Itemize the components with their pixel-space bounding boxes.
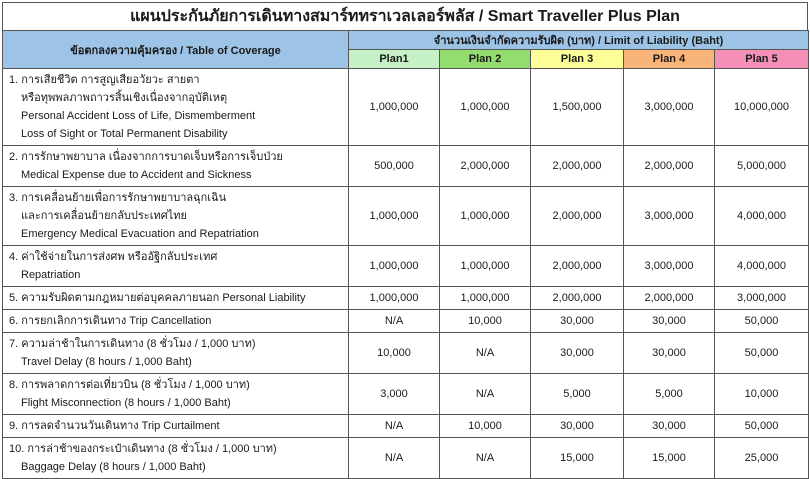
limit-value-plan-1: 1,000,000 [349, 187, 440, 246]
coverage-line: 9. การลดจำนวนวันเดินทาง Trip Curtailment [9, 420, 220, 432]
limit-column-header: จำนวนเงินจำกัดความรับผิด (บาท) / Limit of Liability (Baht) [349, 31, 809, 50]
limit-value-plan-4: 2,000,000 [624, 146, 715, 187]
coverage-line: 1. การเสียชีวิต การสูญเสียอวัยวะ สายตา [9, 74, 200, 86]
limit-value-plan-4: 30,000 [624, 310, 715, 333]
limit-value-plan-1: 1,000,000 [349, 69, 440, 146]
plan-header-1: Plan1 [349, 50, 440, 69]
coverage-description [3, 69, 349, 146]
coverage-description [3, 246, 349, 287]
coverage-description [3, 187, 349, 246]
coverage-rows [3, 69, 809, 479]
coverage-line: 3. การเคลื่อนย้ายเพื่อการรักษาพยาบาลฉุกเฉิน [9, 192, 227, 204]
limit-value-plan-1: N/A [349, 438, 440, 479]
limit-value-plan-1: 1,000,000 [349, 246, 440, 287]
limit-value-plan-3: 2,000,000 [531, 187, 624, 246]
plan-header-2: Plan 2 [440, 50, 531, 69]
limit-value-plan-4: 30,000 [624, 333, 715, 374]
coverage-line: Medical Expense due to Accident and Sickness [21, 169, 252, 181]
limit-value-plan-2: 2,000,000 [440, 146, 531, 187]
limit-value-plan-1: 1,000,000 [349, 287, 440, 310]
limit-value-plan-5: 50,000 [715, 333, 809, 374]
limit-value-plan-5: 3,000,000 [715, 287, 809, 310]
limit-value-plan-4: 30,000 [624, 415, 715, 438]
limit-value-plan-5: 50,000 [715, 415, 809, 438]
limit-value-plan-5: 5,000,000 [715, 146, 809, 187]
limit-value-plan-3: 2,000,000 [531, 146, 624, 187]
coverage-line: 4. ค่าใช้จ่ายในการส่งศพ หรืออัฐิกลับประเทศ [9, 251, 218, 263]
limit-value-plan-2: 1,000,000 [440, 187, 531, 246]
table-row [3, 287, 809, 310]
coverage-line: Loss of Sight or Total Permanent Disability [21, 128, 228, 140]
coverage-description [3, 310, 349, 333]
limit-value-plan-4: 5,000 [624, 374, 715, 415]
table-row [3, 187, 809, 246]
coverage-description [3, 374, 349, 415]
page-title: แผนประกันภัยการเดินทางสมาร์ททราเวลเลอร์พลัส / Smart Traveller Plus Plan [2, 2, 808, 30]
limit-value-plan-5: 10,000 [715, 374, 809, 415]
table-row [3, 246, 809, 287]
coverage-description [3, 333, 349, 374]
limit-value-plan-3: 15,000 [531, 438, 624, 479]
table-row [3, 415, 809, 438]
coverage-line: Repatriation [21, 269, 81, 281]
limit-value-plan-4: 3,000,000 [624, 246, 715, 287]
coverage-line: 2. การรักษาพยาบาล เนื่องจากการบาดเจ็บหรือการเจ็บป่วย [9, 151, 283, 163]
coverage-table [2, 30, 809, 479]
table-row [3, 310, 809, 333]
table-row [3, 333, 809, 374]
limit-value-plan-3: 1,500,000 [531, 69, 624, 146]
limit-value-plan-3: 2,000,000 [531, 287, 624, 310]
limit-value-plan-2: 1,000,000 [440, 287, 531, 310]
coverage-description [3, 146, 349, 187]
coverage-line: 5. ความรับผิดตามกฎหมายต่อบุคคลภายนอก Personal Liability [9, 292, 306, 304]
limit-value-plan-2: N/A [440, 374, 531, 415]
coverage-line: Personal Accident Loss of Life, Dismemberment [21, 110, 256, 122]
table-row [3, 438, 809, 479]
limit-value-plan-2: N/A [440, 333, 531, 374]
limit-value-plan-5: 50,000 [715, 310, 809, 333]
limit-value-plan-1: N/A [349, 415, 440, 438]
coverage-line: Travel Delay (8 hours / 1,000 Baht) [21, 356, 192, 368]
table-row [3, 374, 809, 415]
coverage-line: 6. การยกเลิกการเดินทาง Trip Cancellation [9, 315, 212, 327]
coverage-document [2, 2, 808, 479]
limit-value-plan-2: 10,000 [440, 415, 531, 438]
limit-value-plan-2: 1,000,000 [440, 69, 531, 146]
coverage-line: Flight Misconnection (8 hours / 1,000 Baht) [21, 397, 231, 409]
coverage-line: 8. การพลาดการต่อเที่ยวบิน (8 ชั่วโมง / 1,000 บาท) [9, 379, 250, 391]
coverage-column-header: ข้อตกลงความคุ้มครอง / Table of Coverage [3, 31, 349, 69]
limit-value-plan-5: 4,000,000 [715, 187, 809, 246]
table-row [3, 146, 809, 187]
limit-value-plan-1: 3,000 [349, 374, 440, 415]
coverage-description [3, 287, 349, 310]
plan-header-3: Plan 3 [531, 50, 624, 69]
limit-value-plan-1: 500,000 [349, 146, 440, 187]
coverage-description [3, 415, 349, 438]
coverage-line: 7. ความล่าช้าในการเดินทาง (8 ชั่วโมง / 1,000 บาท) [9, 338, 256, 350]
plan-header-5: Plan 5 [715, 50, 809, 69]
limit-value-plan-3: 30,000 [531, 333, 624, 374]
coverage-line: หรือทุพพลภาพถาวรสิ้นเชิงเนื่องจากอุบัติเหตุ [21, 92, 228, 104]
limit-value-plan-1: 10,000 [349, 333, 440, 374]
coverage-line: Emergency Medical Evacuation and Repatriation [21, 228, 259, 240]
coverage-line: และการเคลื่อนย้ายกลับประเทศไทย [21, 210, 187, 222]
limit-value-plan-3: 30,000 [531, 310, 624, 333]
limit-value-plan-5: 25,000 [715, 438, 809, 479]
coverage-line: Baggage Delay (8 hours / 1,000 Baht) [21, 461, 206, 473]
limit-value-plan-4: 15,000 [624, 438, 715, 479]
limit-value-plan-4: 2,000,000 [624, 287, 715, 310]
limit-value-plan-4: 3,000,000 [624, 69, 715, 146]
limit-value-plan-5: 4,000,000 [715, 246, 809, 287]
table-row [3, 69, 809, 146]
limit-value-plan-3: 5,000 [531, 374, 624, 415]
limit-value-plan-2: N/A [440, 438, 531, 479]
limit-value-plan-1: N/A [349, 310, 440, 333]
limit-value-plan-2: 10,000 [440, 310, 531, 333]
limit-value-plan-3: 30,000 [531, 415, 624, 438]
limit-value-plan-3: 2,000,000 [531, 246, 624, 287]
plan-header-4: Plan 4 [624, 50, 715, 69]
limit-value-plan-5: 10,000,000 [715, 69, 809, 146]
coverage-description [3, 438, 349, 479]
coverage-line: 10. การล่าช้าของกระเป๋าเดินทาง (8 ชั่วโมง / 1,000 บาท) [9, 443, 277, 455]
limit-value-plan-4: 3,000,000 [624, 187, 715, 246]
limit-value-plan-2: 1,000,000 [440, 246, 531, 287]
